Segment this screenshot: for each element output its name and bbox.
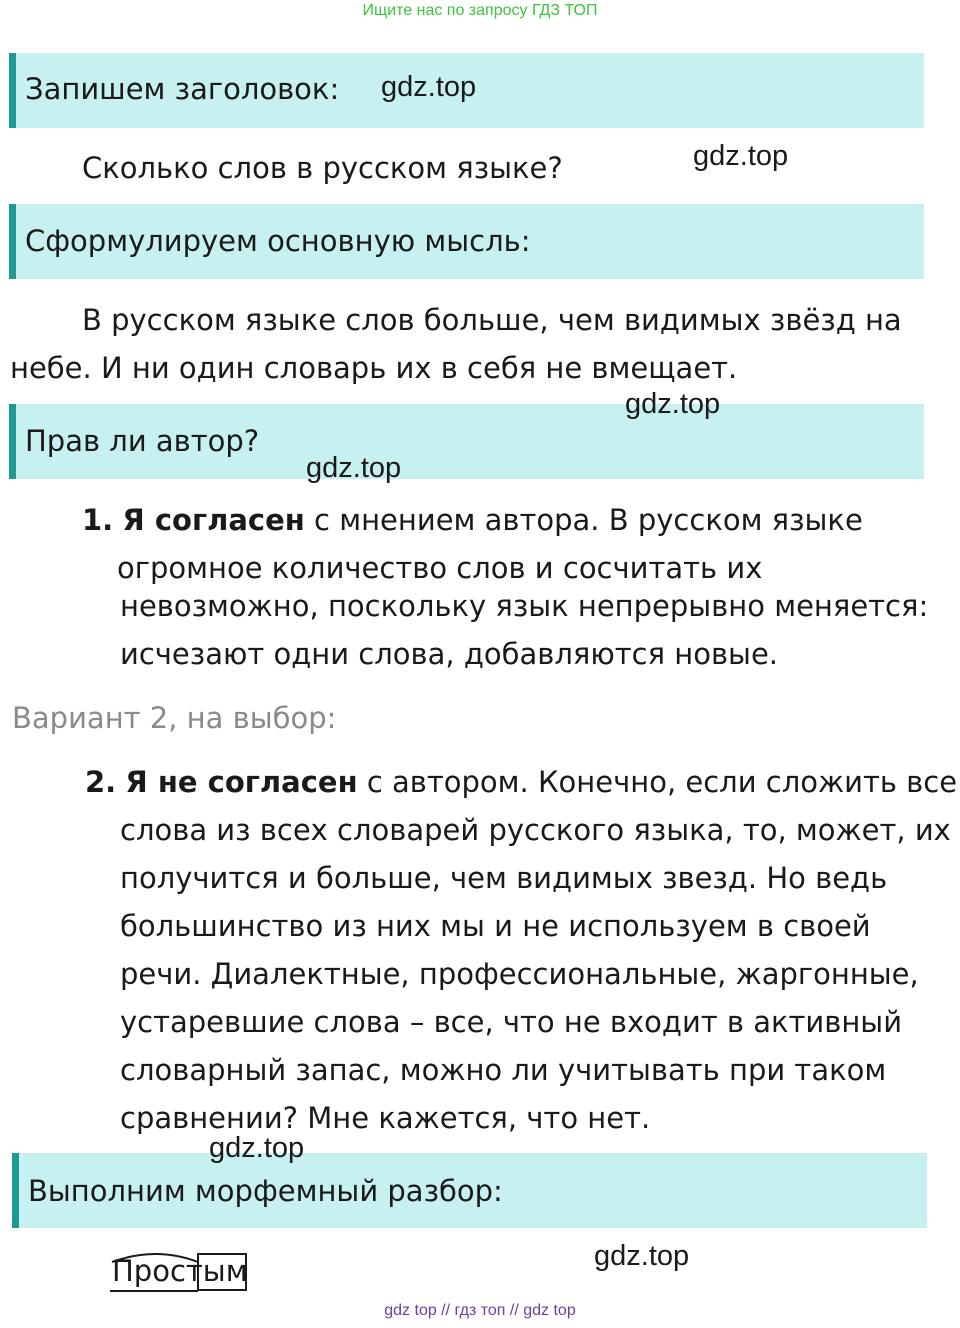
idea-header: Сформулируем основную мысль: [25, 224, 531, 258]
morph-stem: Прост [112, 1254, 203, 1288]
answer2-number: 2. [85, 765, 117, 799]
morpheme-diagram [108, 1250, 248, 1294]
morpheme-marks [108, 1250, 248, 1294]
answer1-line-1-rest: с мнением автора. В русском языке [304, 503, 863, 537]
answer2-line-2: слова из всех словарей русского языка, то, может, их [120, 813, 951, 847]
answer1-line-3: невозможно, поскольку язык непрерывно меняется: [120, 589, 929, 623]
answer2-line-1-rest: с автором. Конечно, если сложить все [357, 765, 958, 799]
answer1-line-2: огромное количество слов и сосчитать их [117, 551, 763, 585]
answer2-line-8: сравнении? Мне кажется, что нет. [120, 1101, 651, 1135]
answer2-line-4: большинство из них мы и не используем в своей [120, 909, 871, 943]
watermark: gdz.top [209, 1132, 305, 1164]
top-search-hint: Ищите нас по запросу ГДЗ ТОП [362, 2, 598, 19]
watermark: gdz.top [381, 71, 477, 103]
idea-line-1: В русском языке слов больше, чем видимых звёзд на [82, 303, 902, 337]
watermark: gdz.top [625, 388, 721, 420]
idea-line-2: небе. И ни один словарь их в себя не вмещает. [10, 351, 738, 385]
answer1-number: 1. [82, 503, 114, 537]
root-arc [112, 1254, 198, 1262]
answer2-bold: Я не согласен [125, 765, 358, 799]
answer2-line-6: устаревшие слова – все, что не входит в активный [120, 1005, 903, 1039]
answer2-line-5: речи. Диалектные, профессиональные, жаргонные, [120, 957, 919, 991]
morph-header: Выполним морфемный разбор: [28, 1174, 503, 1208]
ending-box [198, 1254, 246, 1290]
morph-ending: ым [202, 1254, 248, 1288]
author-header: Прав ли автор? [25, 424, 260, 458]
watermark: gdz.top [306, 452, 402, 484]
watermark: gdz.top [594, 1240, 690, 1272]
title-text: Сколько слов в русском языке? [82, 151, 563, 185]
answer1-line-4: исчезают одни слова, добавляются новые. [120, 637, 779, 671]
answer1-line-1 [82, 496, 863, 544]
answer2-line-7: словарный запас, можно ли учитывать при таком [120, 1053, 887, 1087]
variant-label: Вариант 2, на выбор: [12, 701, 337, 735]
title-header: Запишем заголовок: [25, 72, 340, 106]
answer2-line-1 [85, 758, 957, 806]
watermark: gdz.top [693, 140, 789, 172]
answer2-line-3: получится и больше, чем видимых звезд. Но ведь [120, 861, 888, 895]
answer1-bold: Я согласен [122, 503, 305, 537]
footer-watermark: gdz top // гдз топ // gdz top [384, 1302, 576, 1319]
